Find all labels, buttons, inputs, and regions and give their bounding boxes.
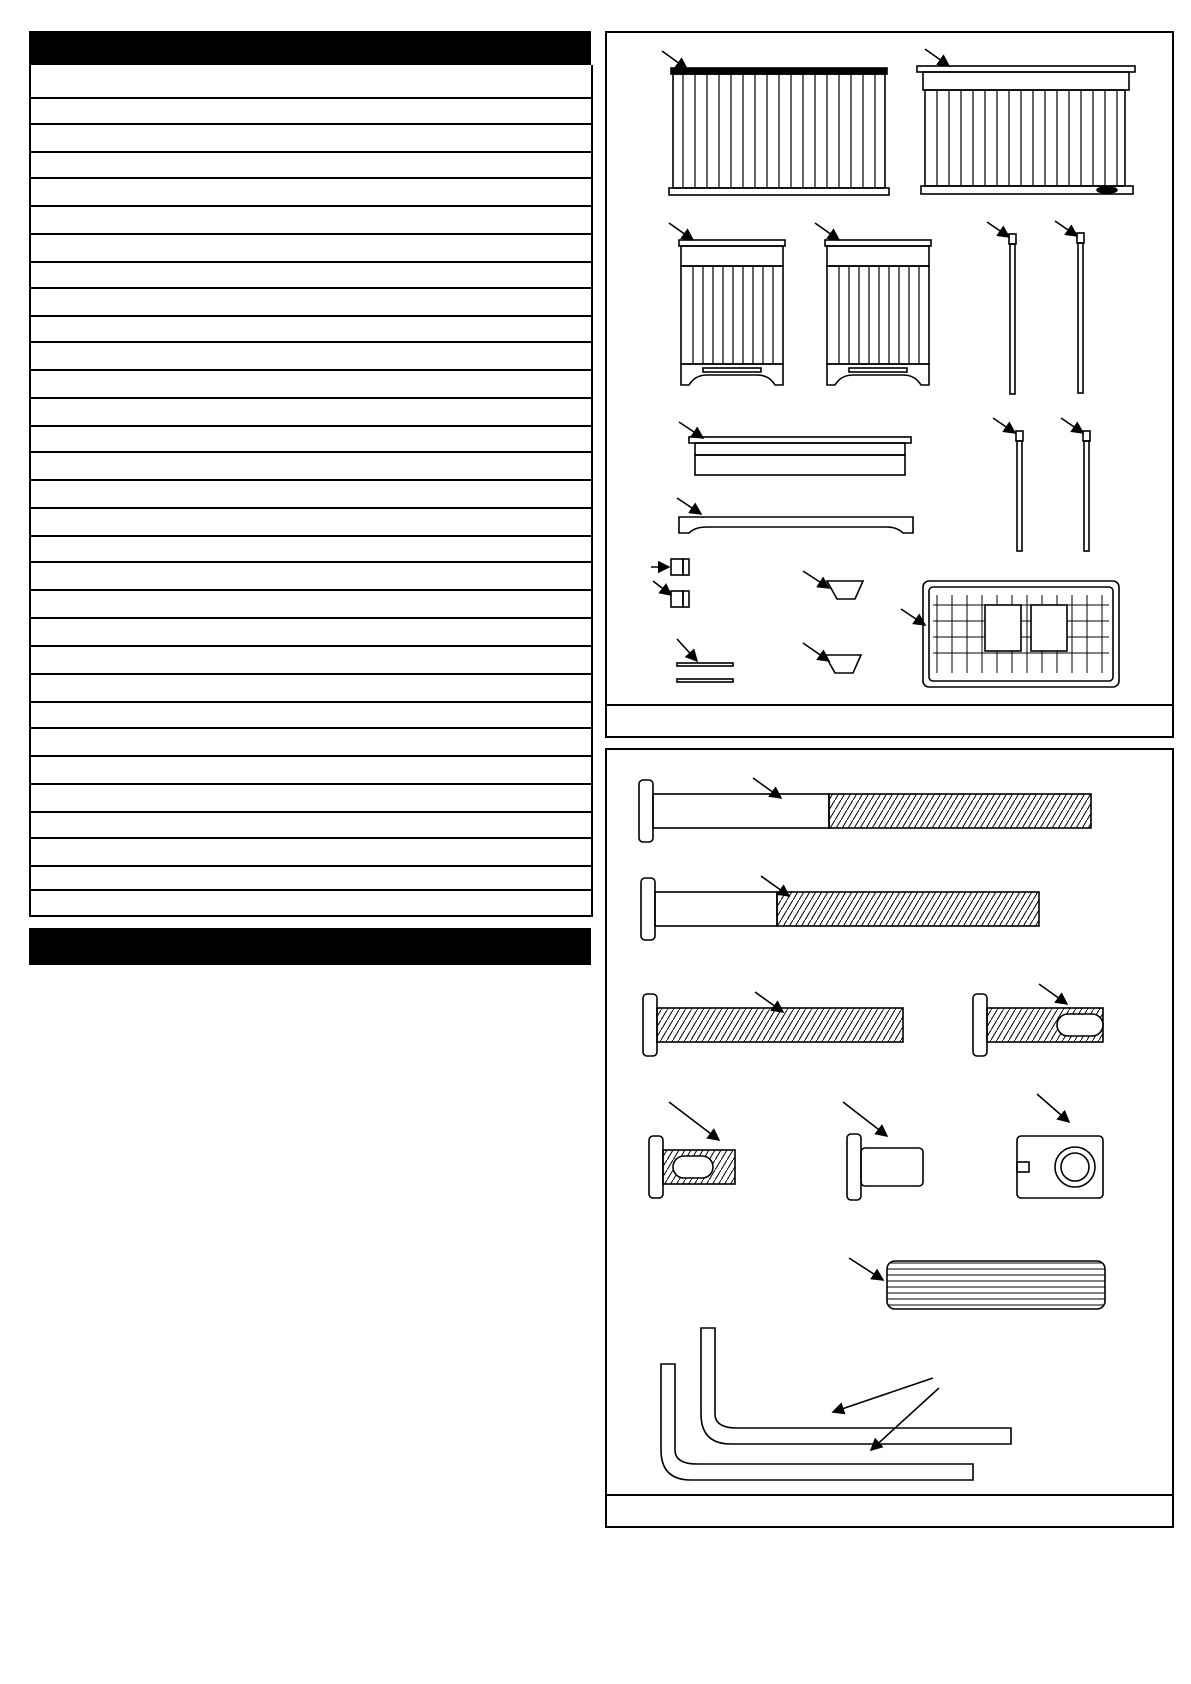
- table-row: [31, 617, 591, 645]
- table-cell: [31, 69, 37, 84]
- table-cell: [31, 733, 37, 748]
- table-cell: [31, 541, 37, 556]
- medium-bolt-drawing: [641, 878, 1039, 940]
- table-row: [31, 123, 591, 151]
- top-moulding-drawing: [689, 437, 911, 475]
- table-cell: [31, 651, 37, 666]
- parts-illustration-panel: [605, 31, 1174, 738]
- table-row: [31, 315, 591, 341]
- brackets-drawing: [825, 581, 863, 673]
- table-cell: [31, 103, 37, 118]
- parts-panel-caption: [607, 704, 1172, 738]
- table-cell: [31, 129, 37, 144]
- table-row: [31, 535, 591, 561]
- table-cell: [31, 679, 37, 694]
- table-cell: [31, 183, 37, 198]
- table-cell: [31, 817, 37, 832]
- corner-posts-lower-drawing: [1016, 431, 1090, 551]
- table-cell: [31, 761, 37, 776]
- base-rail-drawing: [679, 517, 913, 533]
- table-cell: [31, 211, 37, 226]
- table-row: [31, 425, 591, 451]
- table-row: [31, 783, 591, 811]
- short-bolt-drawing: [649, 1136, 735, 1198]
- mattress-support-drawing: [923, 581, 1119, 687]
- side-panel-right-drawing: [825, 240, 931, 385]
- table-cell: [31, 513, 37, 528]
- table-row: [31, 177, 591, 205]
- rods-drawing: [677, 663, 733, 682]
- table-cell: [31, 347, 37, 362]
- table-row: [31, 811, 591, 837]
- allen-keys-drawing: [661, 1328, 1011, 1480]
- table-cell: [31, 595, 37, 610]
- hardware-list-header: [29, 928, 591, 965]
- table-row: [31, 287, 591, 315]
- table-cell: [31, 267, 37, 282]
- table-row: [31, 701, 591, 727]
- parts-list-table: [29, 65, 593, 917]
- table-row: [31, 755, 591, 783]
- table-cell: [31, 485, 37, 500]
- table-row: [31, 561, 591, 589]
- table-cell: [31, 239, 37, 254]
- table-cell: [31, 293, 37, 308]
- barrel-nut-drawing: [847, 1134, 923, 1200]
- table-row: [31, 837, 591, 865]
- table-row: [31, 151, 591, 177]
- table-row: [31, 727, 591, 755]
- table-row: [31, 205, 591, 233]
- table-cell: [31, 707, 37, 722]
- table-cell: [31, 321, 37, 336]
- hardware-panel-caption: [607, 1494, 1172, 1528]
- table-cell: [31, 375, 37, 390]
- slotted-bolt-drawing: [973, 994, 1103, 1056]
- table-cell: [31, 431, 37, 446]
- front-panel-drawing: [669, 68, 889, 195]
- table-row: [31, 589, 591, 617]
- wood-dowel-drawing: [887, 1261, 1105, 1309]
- hardware-illustration-panel: [605, 748, 1174, 1528]
- table-row: [31, 65, 591, 97]
- table-cell: [31, 157, 37, 172]
- table-cell: [31, 623, 37, 638]
- corner-posts-upper-drawing: [1009, 233, 1084, 394]
- table-row: [31, 865, 591, 889]
- table-cell: [31, 457, 37, 472]
- table-cell: [31, 843, 37, 858]
- table-row: [31, 479, 591, 507]
- parts-illustration: [607, 33, 1172, 736]
- table-row: [31, 261, 591, 287]
- back-panel-drawing: [917, 66, 1135, 194]
- table-row: [31, 451, 591, 479]
- table-row: [31, 673, 591, 701]
- square-nut-drawing: [1017, 1136, 1103, 1198]
- table-row: [31, 397, 591, 425]
- table-cell: [31, 403, 37, 418]
- table-row: [31, 233, 591, 261]
- table-cell: [31, 871, 37, 886]
- table-row: [31, 645, 591, 673]
- table-row: [31, 97, 591, 123]
- threaded-bolt-drawing: [643, 994, 903, 1056]
- table-row: [31, 507, 591, 535]
- table-row: [31, 889, 591, 915]
- hardware-illustration: [607, 750, 1172, 1526]
- side-panel-left-drawing: [679, 240, 785, 385]
- table-cell: [31, 789, 37, 804]
- parts-list-header: [29, 31, 591, 65]
- long-bolt-drawing: [639, 780, 1091, 842]
- table-cell: [31, 567, 37, 582]
- connector-blocks-drawing: [671, 559, 689, 607]
- table-row: [31, 341, 591, 369]
- table-row: [31, 369, 591, 397]
- table-cell: [31, 895, 37, 910]
